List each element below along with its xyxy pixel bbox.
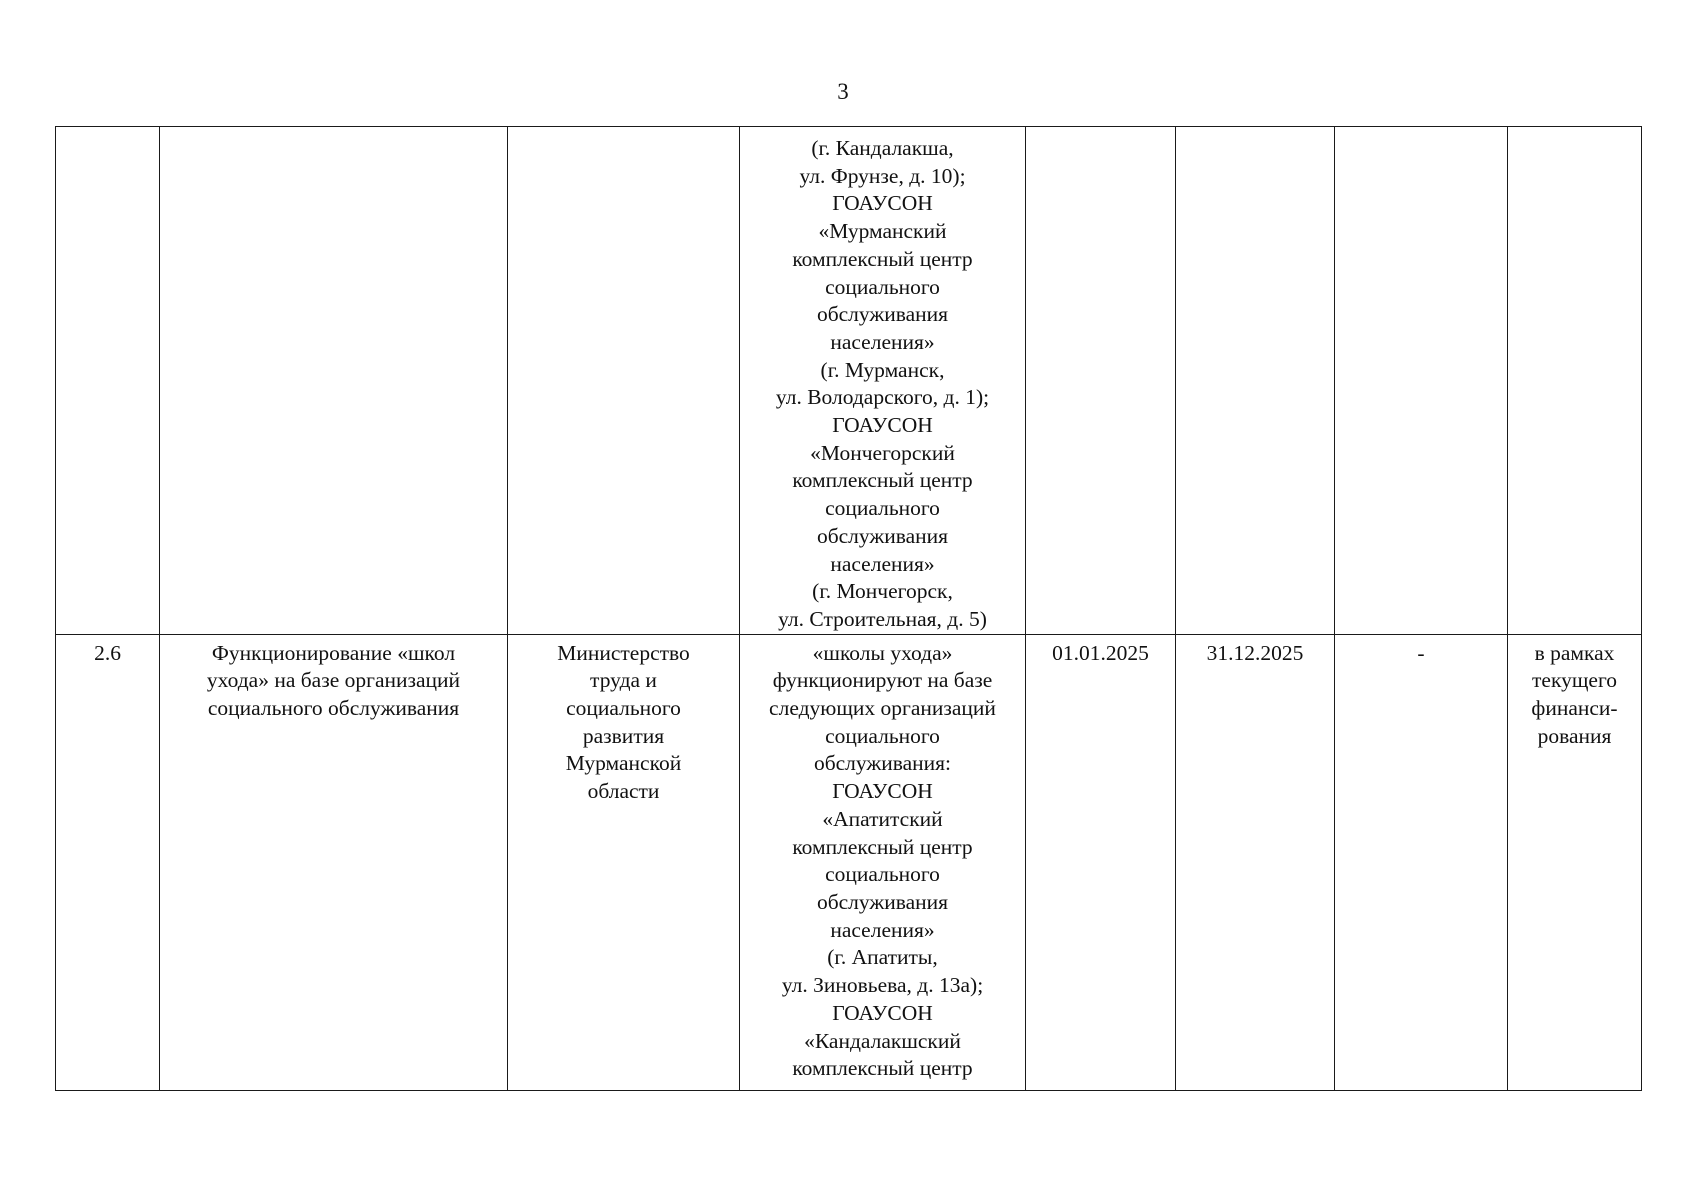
number-cell-empty bbox=[56, 127, 160, 635]
cell-line: социального bbox=[825, 723, 940, 748]
funding-source-cell bbox=[1508, 634, 1642, 1090]
cell-line: ул. Строительная, д. 5) bbox=[778, 606, 987, 631]
cell-line: следующих организаций bbox=[769, 696, 996, 721]
cell-line: ГОАУСОН bbox=[832, 1000, 933, 1025]
cell-line: населения» bbox=[830, 917, 935, 942]
cell-line: функционируют на базе bbox=[772, 668, 993, 693]
cell-line: «Кандалакшский bbox=[804, 1028, 961, 1053]
end-date: 31.12.2025 bbox=[1176, 634, 1335, 1090]
responsible-cell-empty bbox=[508, 127, 740, 635]
cell-line: рования bbox=[1537, 723, 1612, 748]
start-date-cell-empty bbox=[1026, 127, 1176, 635]
cell-line: ГОАУСОН bbox=[832, 413, 933, 438]
cell-line: «школы ухода» bbox=[812, 640, 953, 665]
cell-line: социального bbox=[566, 696, 681, 721]
cell-line: комплексный центр bbox=[792, 246, 973, 271]
cell-line: ул. Фрунзе, д. 10); bbox=[799, 163, 966, 188]
cell-line: социального обслуживания bbox=[207, 696, 460, 721]
participants-cell bbox=[740, 127, 1026, 635]
table-row-continued bbox=[56, 127, 1642, 635]
cell-line: развития bbox=[582, 723, 665, 748]
cell-line: текущего bbox=[1532, 668, 1617, 693]
funding-amount-cell-empty bbox=[1335, 127, 1508, 635]
cell-line: ухода» на базе организаций bbox=[206, 668, 461, 693]
table-row-2-6 bbox=[56, 634, 1642, 1090]
cell-line: (г. Мурманск, bbox=[820, 357, 945, 382]
cell-line: «Мончегорский bbox=[810, 440, 955, 465]
responsible-cell bbox=[508, 634, 740, 1090]
page-number: 3 bbox=[837, 79, 849, 104]
cell-line: комплексный центр bbox=[792, 1056, 973, 1081]
cell-line: (г. Апатиты, bbox=[827, 945, 938, 970]
cell-line: (г. Мончегорск, bbox=[812, 579, 953, 604]
cell-line: ГОАУСОН bbox=[832, 191, 933, 216]
cell-line: комплексный центр bbox=[792, 834, 973, 859]
funding-source-cell-empty bbox=[1508, 127, 1642, 635]
cell-line: обслуживания bbox=[816, 889, 949, 914]
cell-line: Функционирование «школ bbox=[211, 640, 456, 665]
cell-line: обслуживания bbox=[816, 302, 949, 327]
cell-line: Министерство bbox=[557, 640, 690, 665]
cell-line: в рамках bbox=[1534, 640, 1615, 665]
cell-line: обслуживания bbox=[816, 523, 949, 548]
cell-line: труда и bbox=[590, 668, 657, 693]
cell-line: ул. Зиновьева, д. 13а); bbox=[781, 973, 984, 998]
cell-line: области bbox=[587, 779, 660, 804]
cell-line: комплексный центр bbox=[792, 468, 973, 493]
cell-line: социального bbox=[825, 274, 940, 299]
end-date-cell-empty bbox=[1176, 127, 1335, 635]
cell-line: социального bbox=[825, 496, 940, 521]
activity-cell bbox=[160, 634, 508, 1090]
cell-line: обслуживания: bbox=[813, 751, 952, 776]
activity-cell-empty bbox=[160, 127, 508, 635]
result-cell bbox=[740, 634, 1026, 1090]
cell-line: «Апатитский bbox=[822, 806, 943, 831]
row-number: 2.6 bbox=[56, 634, 160, 1090]
funding-amount: - bbox=[1335, 634, 1508, 1090]
cell-line: населения» bbox=[830, 329, 935, 354]
cell-line: социального bbox=[825, 862, 940, 887]
cell-line: ул. Володарского, д. 1); bbox=[775, 385, 990, 410]
cell-line: ГОАУСОН bbox=[832, 779, 933, 804]
start-date: 01.01.2025 bbox=[1026, 634, 1176, 1090]
plan-table bbox=[55, 126, 1642, 1091]
cell-line: «Мурманский bbox=[818, 219, 947, 244]
cell-line: (г. Кандалакша, bbox=[811, 136, 954, 160]
cell-line: населения» bbox=[830, 551, 935, 576]
cell-line: Мурманской bbox=[565, 751, 682, 776]
cell-line: финанси- bbox=[1531, 696, 1618, 721]
